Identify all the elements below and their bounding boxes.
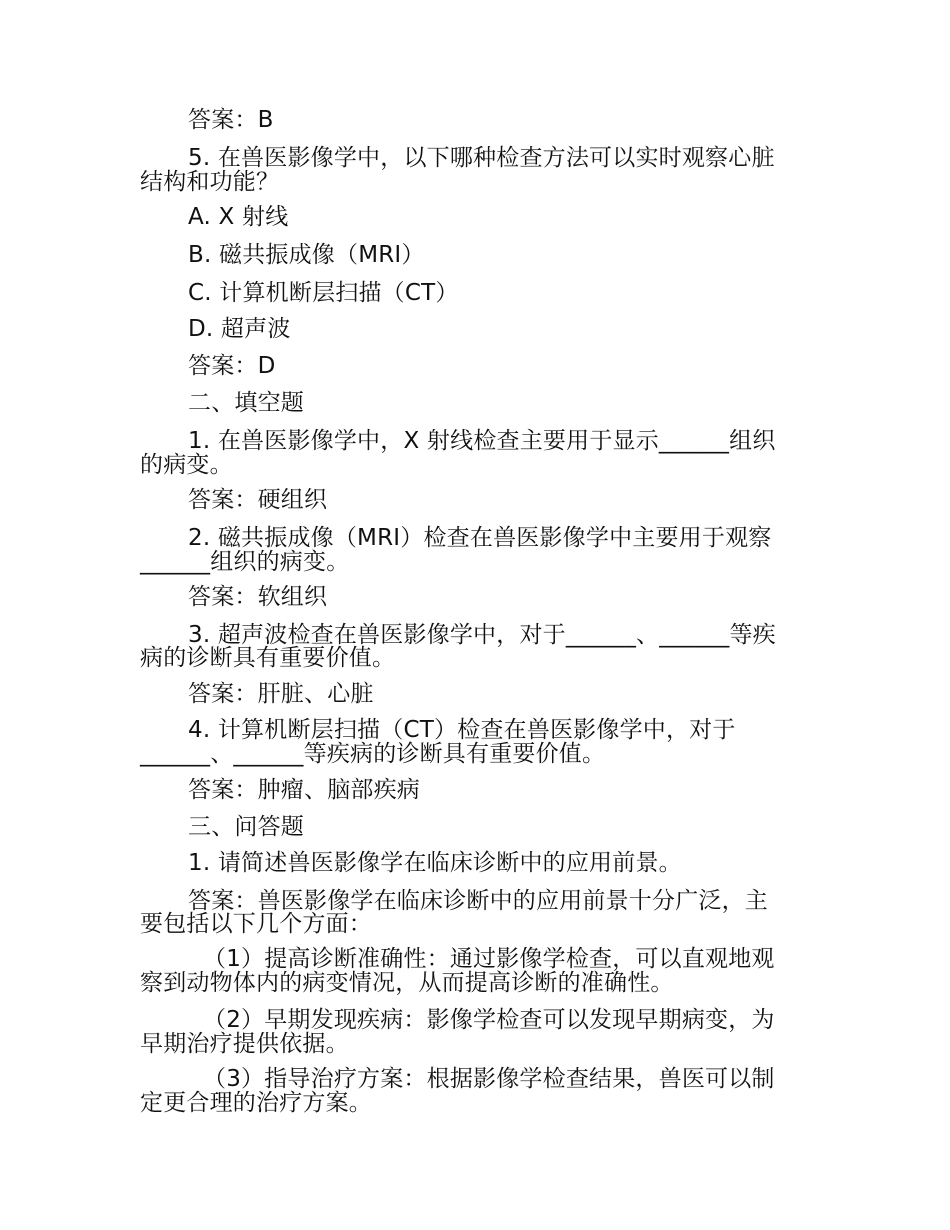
- answer-line: 答案：软组织: [188, 584, 328, 610]
- answer-line: 答案：硬组织: [188, 487, 328, 513]
- question-line: 3. 超声波检查在兽医影像学中，对于______、______等疾: [188, 622, 776, 648]
- answer-line: 答案：肝脏、心脏: [188, 681, 374, 707]
- question-line: 1. 请简述兽医影像学在临床诊断中的应用前景。: [188, 850, 682, 876]
- answer-point: （2）早期发现疾病：影像学检查可以发现早期病变，为: [203, 1007, 775, 1033]
- question-line: 2. 磁共振成像（MRI）检查在兽医影像学中主要用于观察: [188, 525, 772, 551]
- answer-line: 答案：肿瘤、脑部疾病: [188, 777, 420, 803]
- option-c: C. 计算机断层扫描（CT）: [188, 280, 459, 306]
- question-line-cont: 的病变。: [140, 452, 233, 478]
- answer-line: 答案：D: [188, 353, 276, 379]
- option-a: A. X 射线: [188, 204, 289, 230]
- question-line-cont: 病的诊断具有重要价值。: [140, 645, 396, 671]
- question-line: 1. 在兽医影像学中，X 射线检查主要用于显示______组织: [188, 428, 776, 454]
- answer-point: （1）提高诊断准确性：通过影像学检查，可以直观地观: [203, 946, 775, 972]
- answer-point-cont: 察到动物体内的病变情况，从而提高诊断的准确性。: [140, 970, 674, 996]
- option-d: D. 超声波: [188, 316, 291, 342]
- option-b: B. 磁共振成像（MRI）: [188, 242, 425, 268]
- section-heading: 三、问答题: [188, 814, 304, 840]
- answer-point-cont: 定更合理的治疗方案。: [140, 1090, 372, 1116]
- answer-line: 答案：B: [188, 107, 274, 133]
- question-line-cont: 结构和功能？: [140, 169, 280, 195]
- question-line-cont: ______、______等疾病的诊断具有重要价值。: [140, 741, 606, 767]
- answer-point-cont: 早期治疗提供依据。: [140, 1031, 349, 1057]
- section-heading: 二、填空题: [188, 390, 304, 416]
- answer-point: （3）指导治疗方案：根据影像学检查结果，兽医可以制: [203, 1066, 775, 1092]
- answer-line: 答案：兽医影像学在临床诊断中的应用前景十分广泛，主: [188, 888, 768, 914]
- question-line-cont: ______组织的病变。: [140, 549, 350, 575]
- question-line: 4. 计算机断层扫描（CT）检查在兽医影像学中，对于: [188, 717, 736, 743]
- question-line: 5. 在兽医影像学中，以下哪种检查方法可以实时观察心脏: [188, 145, 775, 171]
- answer-line-cont: 要包括以下几个方面：: [140, 911, 372, 937]
